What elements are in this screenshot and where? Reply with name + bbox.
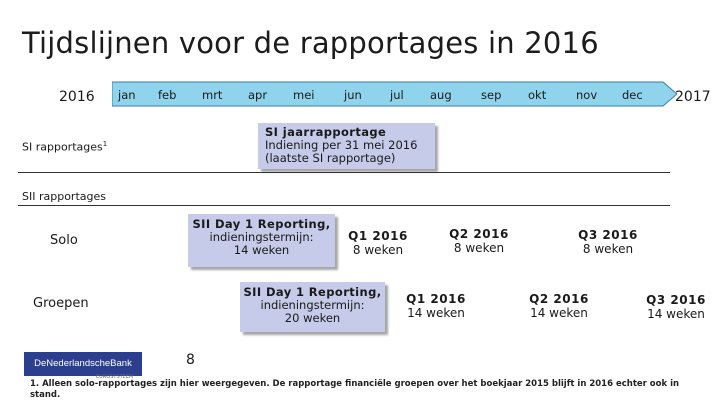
- page-number: 8: [186, 352, 195, 368]
- month-okt: okt: [528, 88, 547, 102]
- groep-q2-title: Q2 2016: [529, 292, 589, 306]
- month-feb: feb: [158, 88, 177, 102]
- month-dec: dec: [622, 88, 643, 102]
- solo-q1: [343, 229, 413, 257]
- month-sep: sep: [481, 88, 502, 102]
- timeline-end-year: 2017: [675, 89, 711, 105]
- section-divider: [18, 172, 670, 173]
- solo-day1-box: [188, 214, 335, 267]
- month-aug: aug: [430, 88, 452, 102]
- page-title: Tijdslijnen voor de rapportages in 2016: [22, 26, 599, 60]
- solo-day1-line2: 14 weken: [233, 243, 290, 257]
- month-jul: jul: [390, 88, 404, 102]
- dnb-logo-subtitle: EUROSYSTEEM: [96, 374, 134, 380]
- month-jun: jun: [344, 88, 362, 102]
- groep-day1-line2: 20 weken: [284, 311, 341, 325]
- dnb-logo: DeNederlandscheBank: [24, 352, 142, 376]
- solo-day1-title: SII Day 1 Reporting,: [192, 217, 331, 231]
- solo-q3: [573, 228, 643, 256]
- groep-day1-line1: indieningstermijn:: [260, 298, 365, 312]
- si-jaarrapportage-box: [258, 123, 435, 169]
- groep-q1-title: Q1 2016: [406, 292, 466, 306]
- solo-q1-title: Q1 2016: [348, 229, 408, 243]
- solo-q1-weeks: 8 weken: [352, 243, 404, 257]
- month-mei: mei: [293, 88, 315, 102]
- groep-q1: [400, 292, 472, 320]
- month-jan: jan: [118, 88, 136, 102]
- groep-q1-weeks: 14 weken: [407, 306, 465, 320]
- groep-q2-weeks: 14 weken: [530, 306, 588, 320]
- sii-rapportages-label: SII rapportages: [22, 190, 106, 203]
- groepen-label: Groepen: [33, 296, 89, 311]
- groep-q3-weeks: 14 weken: [647, 307, 705, 321]
- sii-divider: [18, 205, 670, 206]
- si-box-title: SI jaarrapportage: [265, 125, 387, 139]
- month-mrt: mrt: [202, 88, 223, 102]
- solo-label: Solo: [50, 233, 78, 248]
- groep-q3: [640, 293, 712, 321]
- si-box-line2: (laatste SI rapportage): [265, 151, 396, 165]
- timeline-start-year: 2016: [59, 89, 95, 105]
- solo-q2: [444, 227, 514, 255]
- si-footnote-mark: 1: [102, 140, 108, 148]
- si-rapportages-label: [22, 140, 107, 154]
- solo-q2-weeks: 8 weken: [453, 241, 505, 255]
- groep-q3-title: Q3 2016: [646, 293, 706, 307]
- solo-q3-weeks: 8 weken: [582, 242, 634, 256]
- si-label-text: SI rapportages: [22, 140, 103, 154]
- si-box-line1: Indiening per 31 mei 2016: [265, 138, 418, 152]
- solo-q2-title: Q2 2016: [449, 227, 509, 241]
- solo-day1-line1: indieningstermijn:: [209, 230, 314, 244]
- month-apr: apr: [248, 88, 268, 102]
- footnote: 1. Alleen solo-rapportages zijn hier weergegeven. De rapportage financiële groepen over het boekjaar 2015 blijft in 2016 echter ook in stand.: [30, 379, 680, 400]
- groep-day1-box: [240, 282, 385, 332]
- month-nov: nov: [576, 88, 598, 102]
- solo-q3-title: Q3 2016: [578, 228, 638, 242]
- groep-day1-title: SII Day 1 Reporting,: [243, 285, 382, 299]
- groep-q2: [522, 292, 596, 320]
